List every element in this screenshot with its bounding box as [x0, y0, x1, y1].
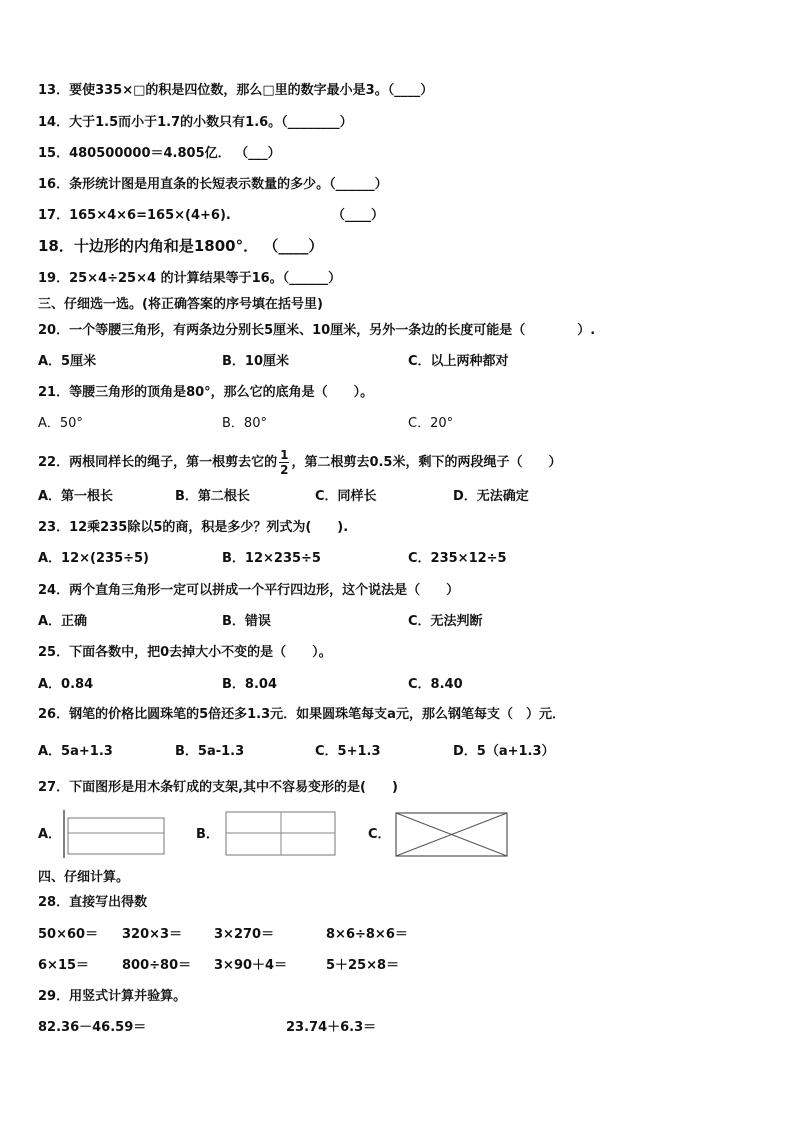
question-23: 23．12乘235除以5的商，积是多少？列式为( ).: [38, 520, 349, 535]
q28-row2-item3: 3×90＋4＝: [214, 958, 288, 973]
q28-row1-item3: 3×270＝: [214, 927, 275, 942]
q27-option-c: C．: [368, 827, 391, 842]
q29-item1: 82.36－46.59＝: [38, 1020, 147, 1035]
frame-a-rectangle: [68, 818, 164, 854]
q26-option-d: D．5（a+1.3）: [453, 744, 555, 759]
question-13: 13．要使335×□的积是四位数，那么□里的数字最小是3。（____）: [38, 83, 434, 98]
q28-row1-item2: 320×3＝: [122, 927, 183, 942]
section-4-title: 四、仔细计算。: [38, 870, 130, 885]
question-21: 21．等腰三角形的顶角是80°，那么它的底角是（ ）。: [38, 385, 374, 400]
frame-a-figure: [62, 808, 166, 860]
q23-option-a: A．12×(235÷5): [38, 551, 150, 566]
q22-option-a: A．第一根长: [38, 489, 114, 504]
question-17-answer-paren: （____）: [332, 208, 385, 223]
q28-row2-item2: 800÷80＝: [122, 958, 192, 973]
q24-option-b: B．错误: [222, 614, 271, 629]
q25-option-c: C．8.40: [408, 677, 463, 692]
question-18: 18．十边形的内角和是1800°． （____）: [38, 237, 324, 255]
fraction-denominator: 2: [280, 463, 289, 477]
q28-row1-item4: 8×6÷8×6＝: [326, 927, 408, 942]
question-22: [38, 448, 561, 477]
question-15: 15．480500000＝4.805亿． （___）: [38, 146, 281, 161]
q20-option-b: B．10厘米: [222, 354, 289, 369]
frame-b-figure: [225, 811, 337, 857]
q22-stem-start: 22．两根同样长的绳子，第一根剪去它的: [38, 455, 278, 470]
frame-c-figure: [395, 812, 509, 858]
q23-option-b: B．12×235÷5: [222, 551, 321, 566]
q22-option-c: C．同样长: [315, 489, 377, 504]
question-16: 16．条形统计图是用直条的长短表示数量的多少。（______）: [38, 177, 388, 192]
q21-option-b: B．80°: [222, 416, 267, 431]
q21-option-c: C．20°: [408, 416, 454, 431]
fraction-numerator: 1: [280, 448, 289, 462]
q22-stem-end: ，第二根剪去0.5米，剩下的两段绳子（ ）: [291, 455, 562, 470]
question-24: 24．两个直角三角形一定可以拼成一个平行四边形，这个说法是（ ）: [38, 583, 460, 598]
q21-option-a: A．50°: [38, 416, 83, 431]
q20-option-c: C．以上两种都对: [408, 354, 509, 369]
q20-option-a: A．5厘米: [38, 354, 97, 369]
question-17: 17．165×4×6=165×(4+6).: [38, 208, 231, 223]
q28-row1-item1: 50×60＝: [38, 927, 99, 942]
question-25: 25．下面各数中，把0去掉大小不变的是（ ）。: [38, 645, 332, 660]
q28-row2-item4: 5＋25×8＝: [326, 958, 400, 973]
q25-option-b: B．8.04: [222, 677, 277, 692]
q26-option-a: A．5a+1.3: [38, 744, 113, 759]
question-26: 26．钢笔的价格比圆珠笔的5倍还多1.3元．如果圆珠笔每支a元，那么钢笔每支（ ）元．: [38, 707, 565, 722]
q23-option-c: C．235×12÷5: [408, 551, 507, 566]
q22-option-b: B．第二根长: [175, 489, 250, 504]
question-20: 20．一个等腰三角形，有两条边分别长5厘米、10厘米，另外一条边的长度可能是（ ）.: [38, 323, 596, 338]
section-3-title: 三、仔细选一选。(将正确答案的序号填在括号里): [38, 297, 323, 312]
q27-option-a: A．: [38, 827, 62, 842]
q25-option-a: A．0.84: [38, 677, 94, 692]
q27-option-b: B．: [196, 827, 219, 842]
q26-option-b: B．5a-1.3: [175, 744, 245, 759]
q24-option-a: A．正确: [38, 614, 88, 629]
question-29: 29．用竖式计算并验算。: [38, 989, 187, 1004]
q22-option-d: D．无法确定: [453, 489, 529, 504]
q29-item2: 23.74＋6.3＝: [286, 1020, 377, 1035]
q26-option-c: C．5+1.3: [315, 744, 381, 759]
question-19: 19．25×4÷25×4 的计算结果等于16。（______）: [38, 271, 342, 286]
question-14: 14．大于1.5而小于1.7的小数只有1.6。（________）: [38, 115, 353, 130]
q24-option-c: C．无法判断: [408, 614, 483, 629]
q28-row2-item1: 6×15＝: [38, 958, 90, 973]
question-27: 27．下面图形是用木条钉成的支架,其中不容易变形的是( ): [38, 780, 398, 795]
one-half-fraction: [279, 448, 289, 477]
question-28: 28．直接写出得数: [38, 895, 148, 910]
